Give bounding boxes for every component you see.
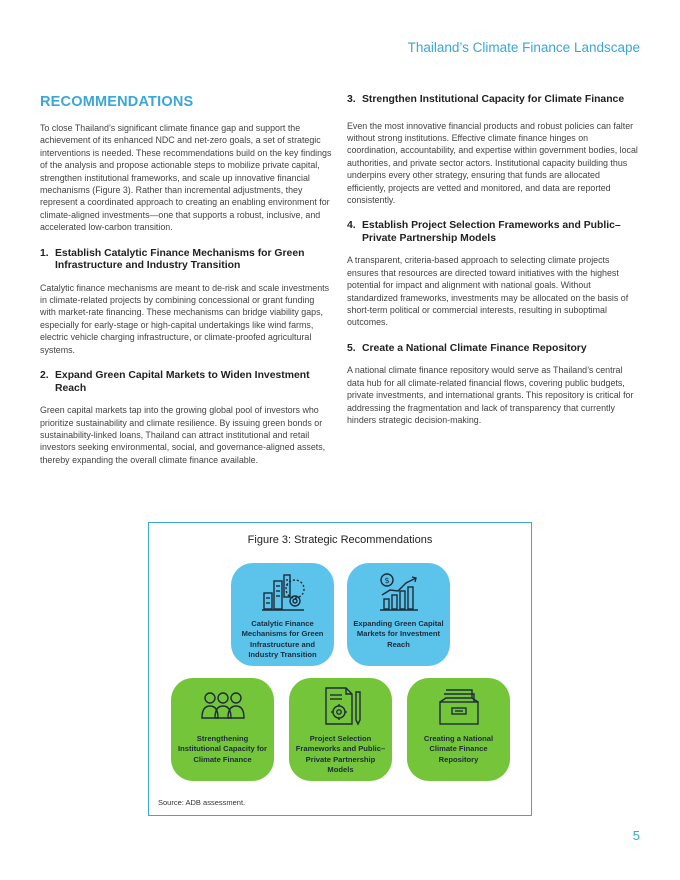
figure-card-label: Catalytic Finance Mechanisms for Green Infrastructure and Industry Transition — [241, 619, 324, 660]
recommendation-2-heading — [40, 370, 332, 395]
recommendation-title: Establish Project Selection Frameworks and Public–Private Partnership Models — [362, 220, 621, 244]
left-column — [40, 94, 332, 466]
recommendation-title: Establish Catalytic Finance Mechanisms for Green Infrastructure and Industry Transition — [55, 247, 305, 272]
recommendation-number: 1. — [40, 247, 49, 259]
recommendation-number: 4. — [347, 220, 356, 232]
recommendation-number: 2. — [40, 370, 49, 382]
figure-source-note: Source: ADB assessment. — [158, 798, 246, 807]
figure-card-label: Strengthening Institutional Capacity for Climate Finance — [177, 734, 268, 764]
figure-title: Figure 3: Strategic Recommendations — [247, 534, 433, 546]
figure-card-project-selection — [289, 678, 392, 781]
recommendation-number: 3. — [347, 94, 356, 105]
recommendation-3-heading — [347, 94, 639, 107]
page-number: 5 — [632, 828, 640, 843]
growth-chart-icon — [376, 571, 422, 613]
recommendation-4-body: A transparent, criteria-based approach to selecting climate projects ensures that resources are directed toward initiatives with the highest potential for impact and alignment with national goals. Without standardized frameworks, investments may be allocated on the basis of short-term political or commercial interests, resulting in suboptimal outcomes. — [347, 255, 629, 328]
figure-card-catalytic-finance — [231, 563, 334, 666]
recommendation-1-body: Catalytic finance mechanisms are meant to de-risk and scale investments in climate-related projects by combining concessional or grant funding with market-rate financing. These mechanisms can bridge viability gaps, especially for early-stage or high-capital undertakings like wind farms, electric vehicle charging infrastructure, or climate-proofed agricultural systems. — [40, 282, 330, 355]
figure-card-label: Expanding Green Capital Markets for Investment Reach — [353, 619, 444, 649]
figure-card-green-capital-markets — [347, 563, 450, 666]
figure-card-institutional-capacity — [171, 678, 274, 781]
figure-card-climate-repository — [407, 678, 510, 781]
right-column — [347, 94, 639, 426]
recommendation-2-body: Green capital markets tap into the growing global pool of investors who prioritize sustainability and climate resilience. By issuing green bonds or sustainability-linked loans, Thailand can attract institutional and retail investors seeking environmental, social, and governance-aligned assets, thereby expanding the overall climate finance available. — [40, 405, 326, 465]
document-pencil-icon — [318, 686, 364, 728]
recommendation-title: Create a National Climate Finance Repository — [362, 342, 587, 354]
recommendation-4-heading — [347, 220, 639, 245]
recommendation-title: Strengthen Institutional Capacity for Climate Finance — [362, 94, 625, 105]
people-group-icon — [200, 686, 246, 728]
figure-card-label: Project Selection Frameworks and Public–Private Partnership Models — [295, 734, 386, 775]
recommendation-3-body: Even the most innovative financial products and robust policies can falter without strong institutions. Effective climate finance hinges on coordination, accountability, and expertise within government bodies, local authorities, and private sector actors. Institutional capacity building thus underpins every other strategy, ensuring that funds are allocated efficiently, projects are vetted and monitored, and data are reported consistently. — [347, 120, 638, 205]
recommendation-title: Expand Green Capital Markets to Widen Investment Reach — [55, 370, 310, 394]
figure-card-label: Creating a National Climate Finance Repository — [423, 734, 494, 764]
recommendation-5-heading — [347, 343, 639, 356]
recommendation-5-body: A national climate finance repository would serve as Thailand’s central data hub for all climate-related financial flows, covering public budgets, private investments, and international grants. This repository is critical for addressing the fragmentation and lack of transparency that currently hinders strategic decision-making. — [347, 365, 634, 425]
intro-paragraph: To close Thailand’s significant climate finance gap and support the achievement of its enhanced NDC and net-zero goals, a set of strategic interventions is needed. These recommendations build on the key findings of the analysis and propose actionable steps to mobilize private capital, strengthen institutional frameworks, and scale up innovative financial mechanisms (Figure 3). Rather than incremental adjustments, they represent a coordinated approach to creating an enabling environment for climate-aligned investments—one that supports a robust, inclusive, and accelerated low-carbon transition. — [40, 123, 332, 233]
running-header-title: Thailand’s Climate Finance Landscape — [407, 40, 640, 55]
section-heading: RECOMMENDATIONS — [40, 94, 194, 110]
recommendation-number: 5. — [347, 342, 356, 354]
archive-drawer-icon — [436, 686, 482, 728]
svg-text:$: $ — [383, 576, 390, 585]
recommendation-1-heading — [40, 248, 332, 273]
factory-gear-icon — [260, 571, 306, 613]
figure-strategic-recommendations — [148, 522, 532, 816]
